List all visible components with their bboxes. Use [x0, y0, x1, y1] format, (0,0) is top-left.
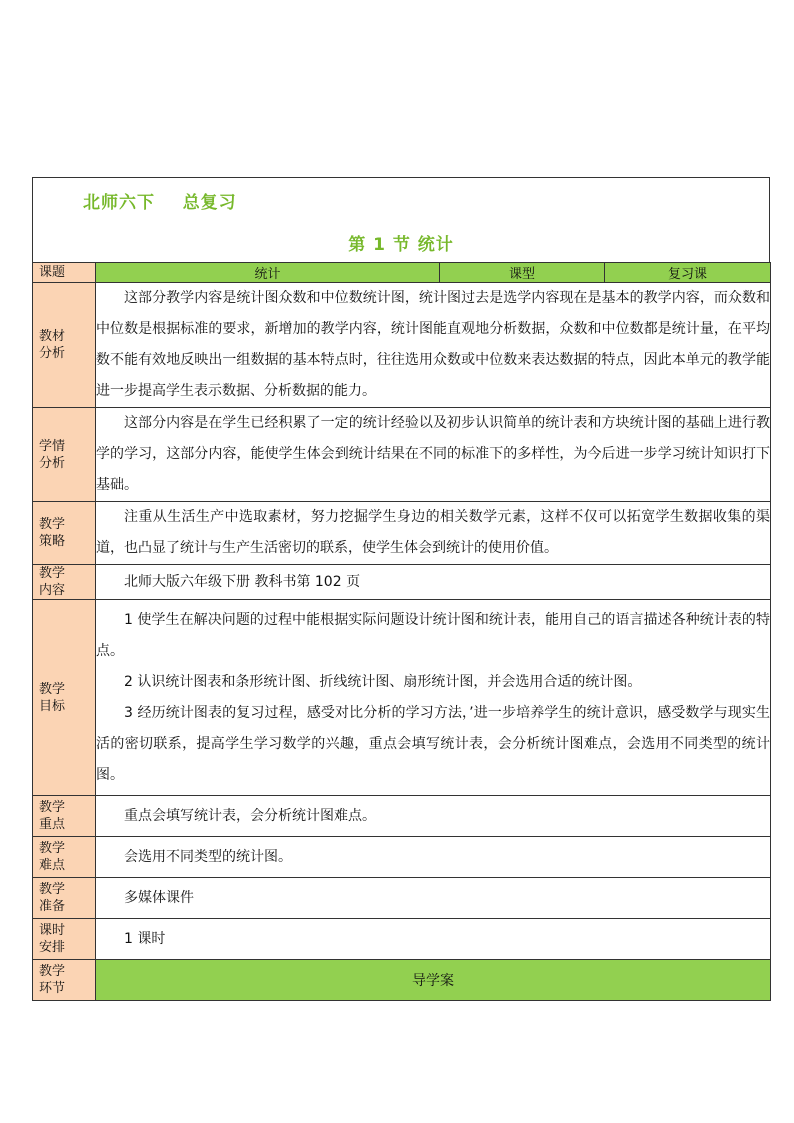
row-preparation: [33, 878, 771, 919]
row-teaching-content: [33, 565, 771, 600]
textbook-analysis-label: 教材 分析: [33, 283, 96, 408]
class-hours-label: 课时 安排: [33, 919, 96, 960]
row-teaching-strategy: [33, 502, 771, 565]
key-points-content: 重点会填写统计表，会分析统计图难点。: [96, 796, 771, 837]
teaching-goals-content: [96, 600, 771, 796]
lesson-plan-sheet: [32, 177, 770, 1001]
document-title: [83, 188, 237, 213]
teaching-steps-label: 教学 环节: [33, 960, 96, 1001]
row-key-points: [33, 796, 771, 837]
row-student-analysis: [33, 408, 771, 502]
student-analysis-label: 学情 分析: [33, 408, 96, 502]
lesson-type-value: 复习课: [605, 263, 771, 283]
goal-item-1: 1 使学生在解决问题的过程中能根据实际问题设计统计图和统计表，能用自己的语言描述各种统计表的特点。: [96, 611, 770, 659]
row-class-hours: [33, 919, 771, 960]
goal-item-2: 2 认识统计图表和条形统计图、折线统计图、扇形统计图，并会选用合适的统计图。: [124, 673, 642, 690]
topic-label: 课题: [33, 263, 96, 283]
difficult-points-label: 教学 难点: [33, 837, 96, 878]
preparation-content: 多媒体课件: [96, 878, 771, 919]
teaching-content-content: 北师大版六年级下册 教科书第 102 页: [96, 565, 771, 600]
class-hours-content: 1 课时: [96, 919, 771, 960]
textbook-analysis-content: 这部分教学内容是统计图众数和中位数统计图，统计图过去是选学内容现在是基本的教学内容，而众数和中位数是根据标准的要求，新增加的教学内容，统计图能直观地分析数据，众数和中位数都是统计量，在平均数不能有效地反映出一组数据的基本特点时，往往选用众数或中位数来表达数据的特点，因此本单元的教学能进一步提高学生表示数据、分析数据的能力。: [96, 283, 771, 408]
row-difficult-points: [33, 837, 771, 878]
lesson-type-label: 课型: [440, 263, 605, 283]
document-title-right: 总复习: [182, 193, 237, 213]
document-title-left: 北师六下: [83, 193, 155, 213]
section-title: 第 1 节 统计: [348, 235, 454, 255]
topic-row: [33, 263, 771, 283]
goal-item-3: 3 经历统计图表的复习过程，感受对比分析的学习方法，’进一步培养学生的统计意识，感受数学与现实生活的密切联系，提高学生学习数学的兴趣，重点会填写统计表，会分析统计图难点，会选用不同类型的统计图。: [96, 704, 770, 783]
row-teaching-steps: [33, 960, 771, 1001]
topic-value: 统计: [96, 263, 440, 283]
teaching-content-label: 教学 内容: [33, 565, 96, 600]
teaching-strategy-content: 注重从生活生产中选取素材，努力挖掘学生身边的相关数学元素，这样不仅可以拓宽学生数据收集的渠道，也凸显了统计与生产生活密切的联系，使学生体会到统计的使用价值。: [96, 502, 771, 565]
teaching-strategy-label: 教学 策略: [33, 502, 96, 565]
lesson-plan-table: [32, 262, 771, 1001]
difficult-points-content: 会选用不同类型的统计图。: [96, 837, 771, 878]
guided-study-plan-header: 导学案: [96, 960, 771, 1001]
key-points-label: 教学 重点: [33, 796, 96, 837]
preparation-label: 教学 准备: [33, 878, 96, 919]
teaching-goals-label: 教学 目标: [33, 600, 96, 796]
row-textbook-analysis: [33, 283, 771, 408]
document-header: [32, 177, 770, 262]
student-analysis-content: 这部分内容是在学生已经积累了一定的统计经验以及初步认识简单的统计表和方块统计图的基础上进行教学的学习，这部分内容，能使学生体会到统计结果在不同的标准下的多样性，为今后进一步学习统计知识打下基础。: [96, 408, 771, 502]
row-teaching-goals: [33, 600, 771, 796]
